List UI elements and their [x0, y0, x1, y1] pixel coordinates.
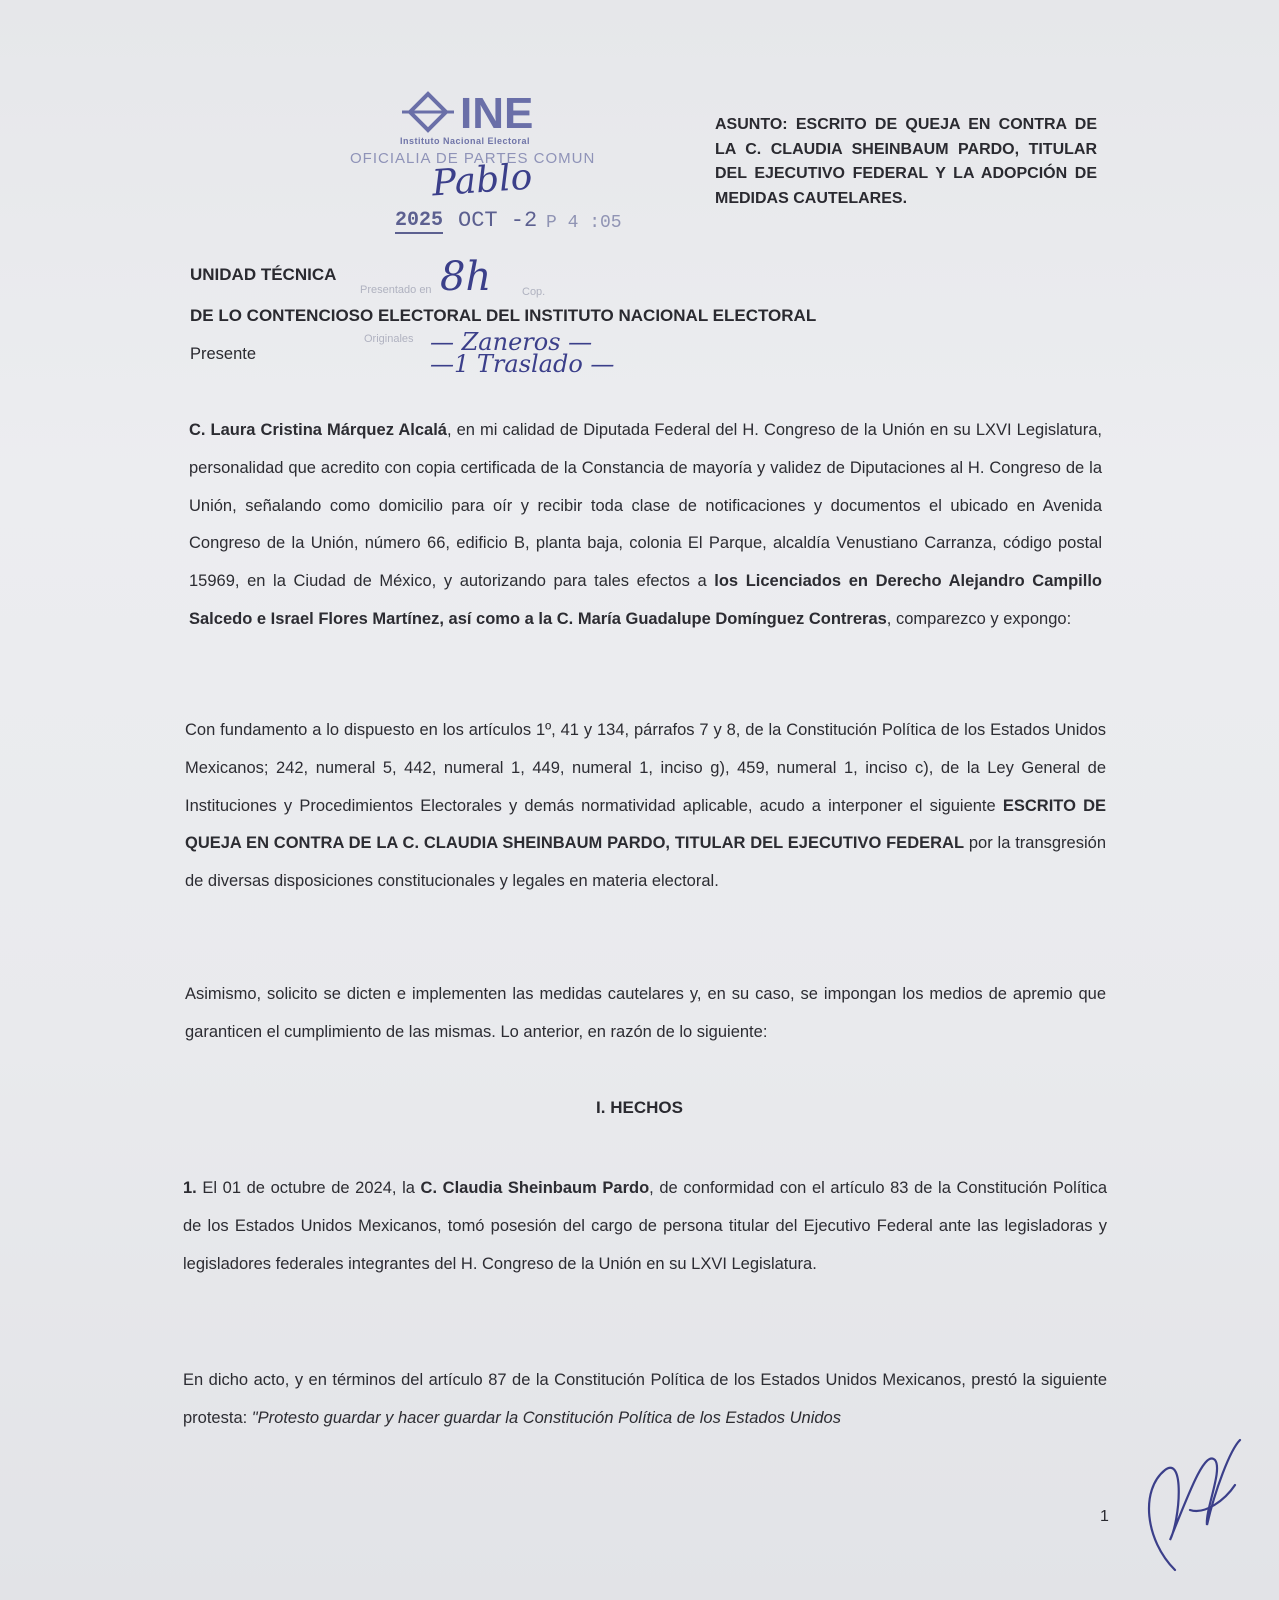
- hecho-closing: , de conformidad con el artículo 83 de la Constitución Política de los Estados Unidos Mexicanos, tomó posesión del cargo de persona titular del Ejecutivo Federal ante las legisladoras y legisladores federales integrantes del H. Congreso de la Unión en su LXVI Legislatura.: [183, 1179, 1108, 1273]
- intro-closing: , comparezco y expongo:: [886, 609, 1072, 628]
- medidas-paragraph: Asimismo, solicito se dicten e implementen las medidas cautelares y, en su caso, se impongan los medios de apremio que garanticen el cumplimiento de las mismas. Lo anterior, en razón de lo siguiente:: [185, 985, 1106, 1041]
- authorized-persons: los Licenciados en Derecho Alejandro Campillo Salcedo e Israel Flores Martínez, así como a la C. María Guadalupe Domínguez Contreras: [189, 572, 1102, 628]
- handwritten-copies: —1 Traslado —: [430, 350, 615, 378]
- faint-form-label: Cop.: [522, 286, 546, 298]
- ine-logo-text: INE: [460, 89, 534, 138]
- signature-icon: [1135, 1430, 1245, 1580]
- addressee-line-3: Presente: [190, 345, 257, 363]
- intro-paragraph: [189, 412, 1102, 639]
- hecho-subject: C. Claudia Sheinbaum Pardo: [420, 1179, 650, 1197]
- fundamento-closing: por la transgresión de diversas disposiciones constitucionales y legales en materia electoral.: [185, 834, 1106, 891]
- intro-text: , en mi calidad de Diputada Federal del H. Congreso de la Unión en su LXVI Legislatura, personalidad que acredito con copia certificada de la Constancia de mayoría y validez de Diputaciones al H. Congreso de la Unión, señalando como domicilio para oír y recibir toda clase de notificaciones y documentos el ubicado en Avenida Congreso de la Unión, número 66, edificio B, planta baja, colonia El Parque, alcaldía Venustiano Carranza, código postal 15969, en la Ciudad de México, y autorizando para tales efectos a: [189, 421, 1102, 591]
- page-number: 1: [1100, 1508, 1109, 1525]
- complaint-title: ESCRITO DE QUEJA EN CONTRA DE LA C. CLAUDIA SHEINBAUM PARDO, TITULAR DEL EJECUTIVO FEDERAL: [185, 796, 1106, 853]
- faint-form-label: Presentado en: [360, 284, 432, 296]
- addressee-line-2: DE LO CONTENCIOSO ELECTORAL DEL INSTITUTO NACIONAL ELECTORAL: [190, 306, 817, 325]
- handwritten-annexes: — Zaneros —: [430, 328, 593, 356]
- handwritten-receiver: Pablo: [430, 156, 534, 205]
- stamp-time: P 4 :05: [546, 213, 622, 233]
- fundamento-paragraph: [185, 712, 1106, 901]
- protesta-paragraph: [183, 1362, 1107, 1438]
- faint-form-label: Originales: [364, 333, 414, 345]
- protesta-text: En dicho acto, y en términos del artículo 87 de la Constitución Política de los Estados Unidos Mexicanos, prestó la siguiente protesta:: [183, 1371, 1107, 1427]
- addressee-line-1: UNIDAD TÉCNICA: [190, 265, 337, 284]
- stamp-year: 2025: [395, 209, 444, 232]
- complainant-name: C. Laura Cristina Márquez Alcalá: [189, 421, 447, 439]
- hecho-1-paragraph: [183, 1170, 1107, 1283]
- protesta-quote: "Protesto guardar y hacer guardar la Constitución Política de los Estados Unidos: [251, 1408, 841, 1427]
- stamp-office: OFICIALIA DE PARTES COMUN: [350, 150, 596, 167]
- stamp-institution: Instituto Nacional Electoral: [400, 136, 531, 146]
- hecho-text: El 01 de octubre de 2024, la: [196, 1179, 421, 1197]
- ine-logo-icon: [400, 88, 600, 138]
- section-title: I. HECHOS: [596, 1098, 683, 1117]
- handwritten-folio: 8h: [440, 254, 492, 300]
- fundamento-text: Con fundamento a lo dispuesto en los artículos 1º, 41 y 134, párrafos 7 y 8, de la Constitución Política de los Estados Unidos Mexicanos; 242, numeral 5, 442, numeral 1, 449, numeral 1, inciso g), 459, numeral 1, inciso c), de la Ley General de Instituciones y Procedimientos Electorales y demás normatividad aplicable, acudo a interponer el siguiente: [185, 721, 1106, 815]
- subject-block: ASUNTO: ESCRITO DE QUEJA EN CONTRA DE LA C. CLAUDIA SHEINBAUM PARDO, TITULAR DEL EJECUTIVO FEDERAL Y LA ADOPCIÓN DE MEDIDAS CAUTELARES.: [715, 116, 1097, 207]
- stamp-date: OCT -2: [458, 208, 538, 233]
- hecho-number: 1.: [183, 1179, 197, 1197]
